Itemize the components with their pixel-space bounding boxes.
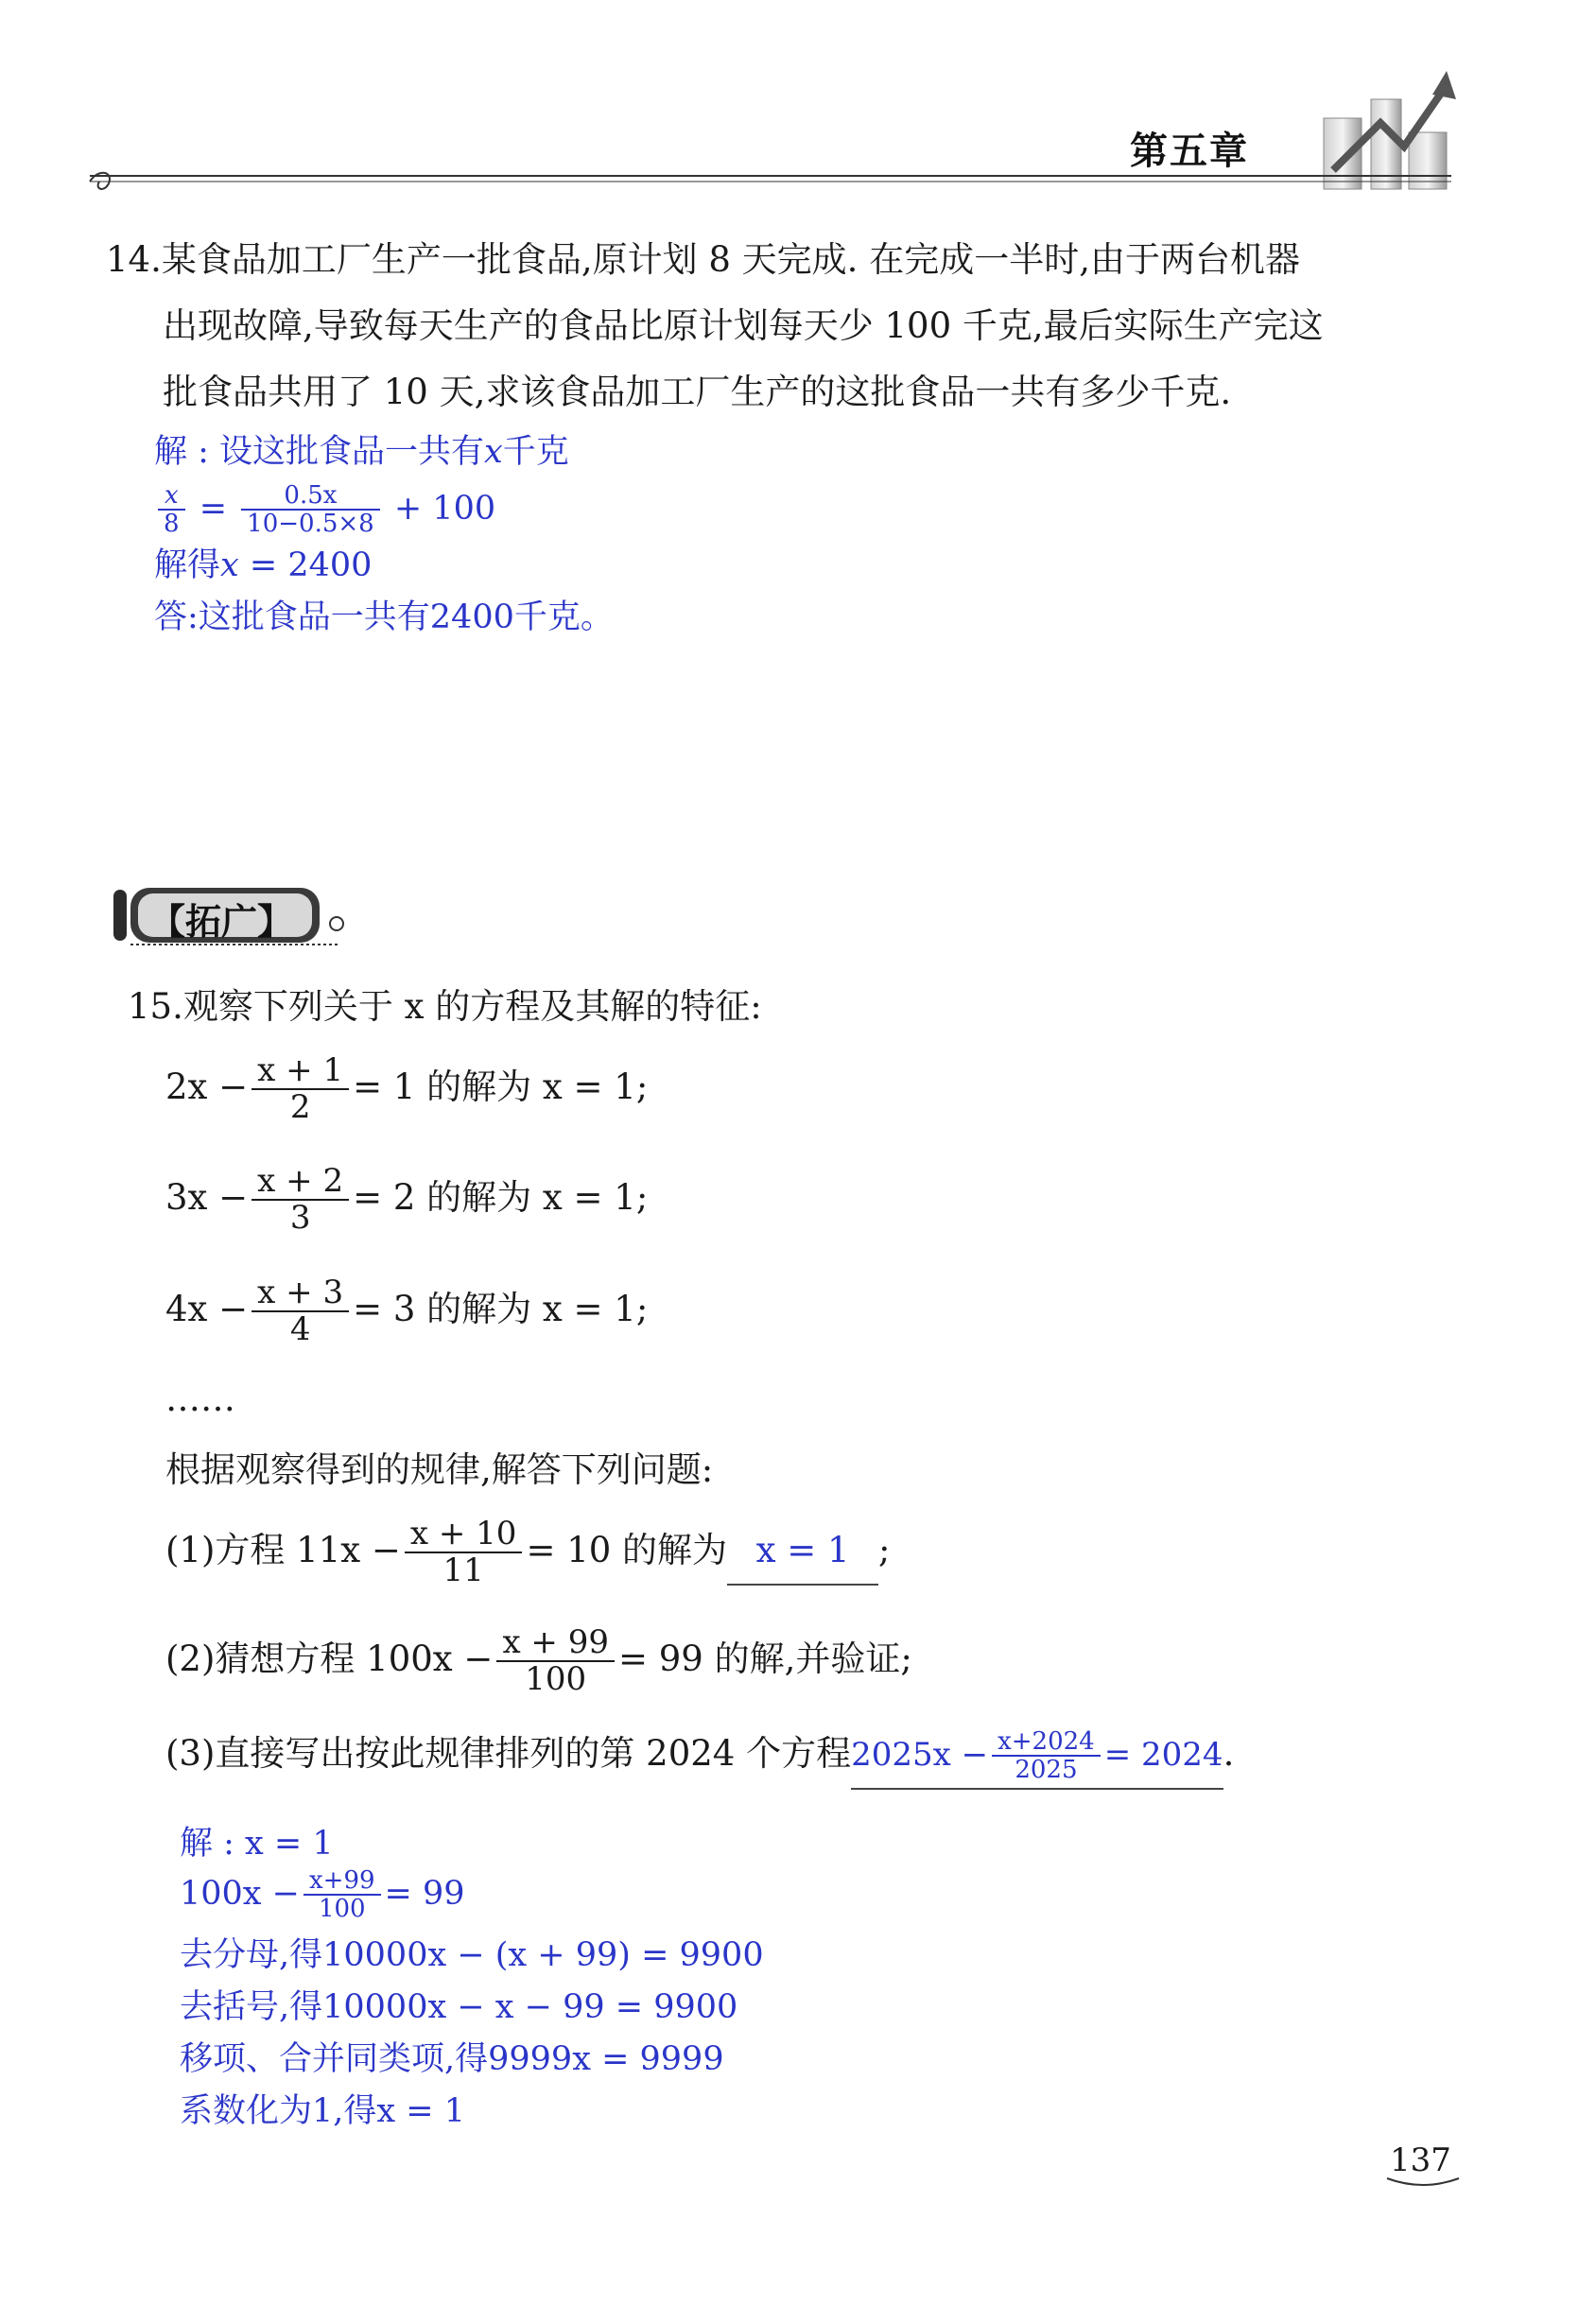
fraction: $\frac{x + 10}{11}$: [405, 1517, 523, 1588]
question-14-line1: [106, 227, 1300, 293]
fraction: $\frac{x+99}{100}$: [304, 1868, 381, 1923]
answer-14-line3: 解得x = 2400: [154, 546, 373, 584]
question-14-line2: 出现故障,导致每天生产的食品比原计划每天少 100 千克,最后实际生产完这: [163, 305, 1324, 346]
page-number-underline: [1385, 2175, 1461, 2192]
example-equation-2: 3x − $\frac{x + 2}{3}$ = 2 的解为 x = 1;: [165, 1162, 649, 1237]
header-swirl-ornament: [85, 163, 123, 200]
header-rule: [90, 173, 1451, 186]
subquestion-2: (2)猜想方程 100x − $\frac{x + 99}{100}$ = 99 的解,并验证;: [165, 1623, 912, 1698]
answer-15-line1: 解 : x = 1: [180, 1825, 334, 1863]
example-equation-3: 4x − $\frac{x + 3}{4}$ = 3 的解为 x = 1;: [165, 1274, 649, 1348]
question-14-line3: 批食品共用了 10 天,求该食品加工厂生产的这批食品一共有多少千克.: [163, 372, 1232, 412]
answer-blank: x = 1: [727, 1517, 878, 1586]
question-15-intro: 15.观察下列关于 x 的方程及其解的特征:: [128, 986, 762, 1027]
answer-blank: 2025x − $\frac{x+2024}{2025}$ = 2024: [851, 1722, 1223, 1790]
question-15-prompt: 根据观察得到的规律,解答下列问题:: [165, 1449, 714, 1490]
page-number: 137: [1390, 2141, 1451, 2179]
answer-14-equation: $\frac{x}{8}$ = $\frac{0.5x}{10-0.5\times 8}$ + 100: [154, 482, 495, 537]
answer-15-line6: 系数化为1,得x = 1: [180, 2092, 465, 2130]
fraction: $\frac{x + 2}{3}$: [252, 1165, 349, 1236]
answer-15-line3: 去分母,得10000x − (x + 99) = 9900: [180, 1936, 764, 1974]
fraction: $\frac{x + 1}{2}$: [252, 1054, 349, 1125]
answer-15-line2: 100x − $\frac{x+99}{100}$ = 99: [180, 1865, 465, 1923]
answer-15-line5: 移项、合并同类项,得9999x = 9999: [180, 2040, 724, 2078]
section-label: 【拓广】: [149, 900, 294, 943]
fraction: $\frac{x + 99}{100}$: [496, 1626, 615, 1697]
answer-15-line4: 去括号,得10000x − x − 99 = 9900: [180, 1988, 738, 2026]
fraction: $\frac{x + 3}{4}$: [252, 1276, 349, 1347]
example-equation-1: 2x − $\frac{x + 1}{2}$ = 1 的解为 x = 1;: [165, 1051, 649, 1126]
answer-14-line4: 答:这批食品一共有2400千克。: [154, 598, 614, 636]
fraction: $\frac{0.5x}{10-0.5\times 8}$: [241, 483, 380, 538]
subquestion-1: (1)方程 11x − $\frac{x + 10}{11}$ = 10 的解为 x = 1 ;: [165, 1515, 891, 1589]
answer-14-line1: 解 : 设这批食品一共有x千克: [154, 433, 569, 471]
ellipsis: ……: [165, 1378, 235, 1419]
subquestion-3: (3)直接写出按此规律排列的第 2024 个方程2025x − $\frac{x+2024}{2025}$ = 2024.: [165, 1721, 1234, 1790]
question-text: 某食品加工厂生产一批食品,原计划 8 天完成. 在完成一半时,由于两台机器: [161, 239, 1300, 280]
chapter-title: 第五章: [1130, 129, 1249, 173]
fraction: $\frac{x}{8}$: [158, 483, 185, 538]
question-number: 14.: [106, 239, 162, 280]
fraction: $\frac{x+2024}{2025}$: [992, 1729, 1101, 1784]
